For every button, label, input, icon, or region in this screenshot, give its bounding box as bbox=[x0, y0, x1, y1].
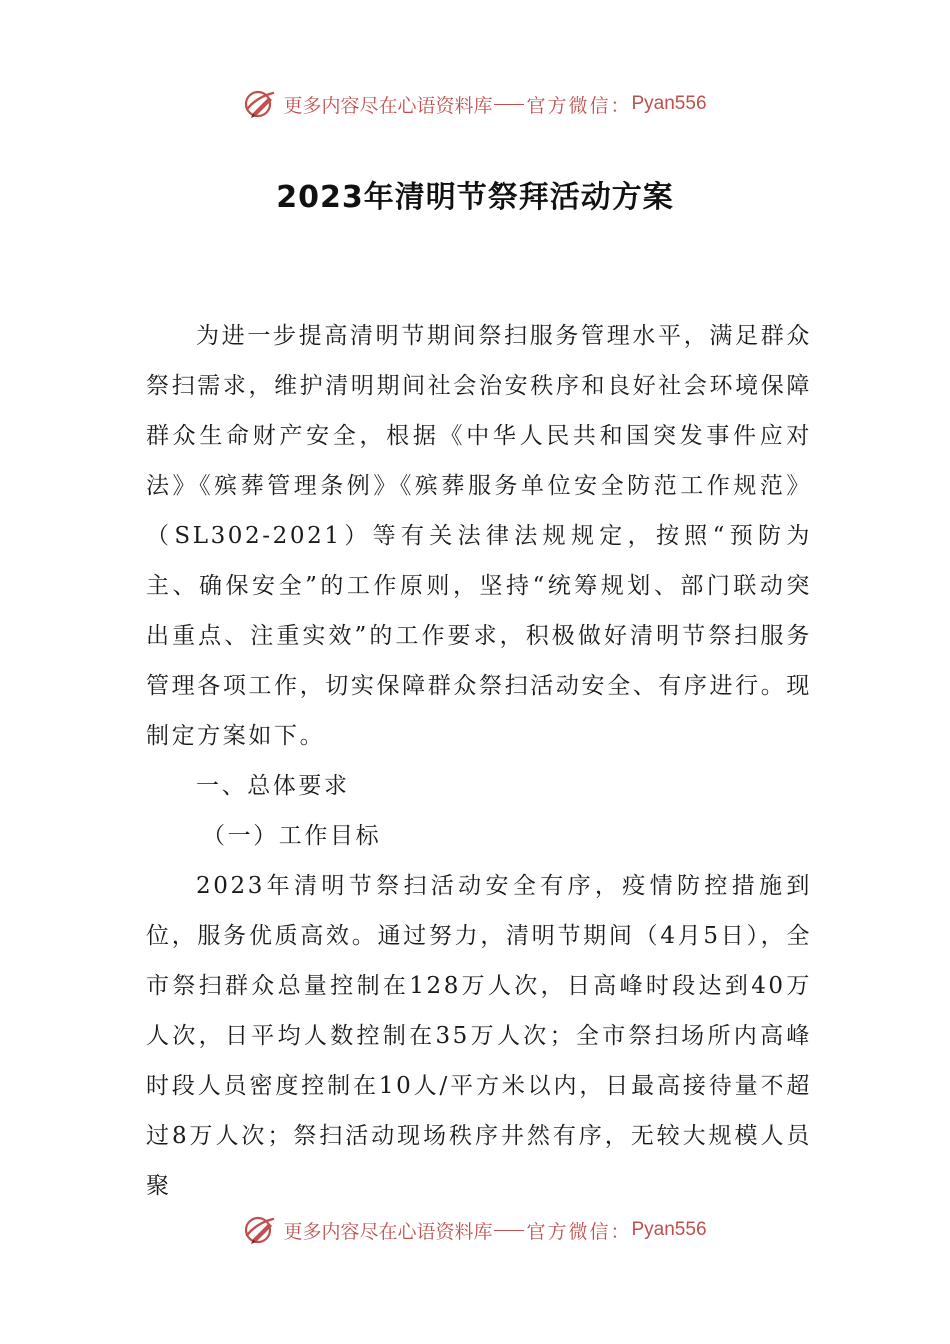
watermark-contact-label: 官方微信： bbox=[526, 1220, 632, 1243]
intro-paragraph: 为进一步提高清明节期间祭扫服务管理水平，满足群众祭扫需求，维护清明期间社会治安秩序和良好社会环境保障群众生命财产安全，根据《中华人民共和国突发事件应对法》《殡葬管理条例》《殡葬服务单位安全防范工作规范》（SL302-2021）等有关法律法规规定，按照“预防为主、确保安全”的工作原则，坚持“统筹规划、部门联动突出重点、注重实效”的工作要求，积极做好清明节祭扫服务管理各项工作，切实保障群众祭扫活动安全、有序进行。现制定方案如下。 bbox=[146, 323, 812, 749]
pen-logo-icon bbox=[243, 87, 277, 121]
section-heading: 一、总体要求 bbox=[196, 773, 350, 799]
goal-paragraph: 2023年清明节祭扫活动安全有序，疫情防控措施到位，服务优质高效。通过努力，清明节期间（4月5日），全市祭扫群众总量控制在128万人次，日高峰时段达到40万人次，日平均人数控制在35万人次；全市祭扫场所内高峰时段人员密度控制在10人/平方米以内，日最高接待量不超过8万人次；祭扫活动现场秩序井然有序，无较大规模人员聚 bbox=[146, 873, 812, 1199]
watermark-brand: 更多内容尽在心语资料库 bbox=[283, 94, 493, 117]
watermark-brand: 更多内容尽在心语资料库 bbox=[283, 1220, 493, 1243]
document-title: 2023年清明节祭拜活动方案 bbox=[276, 180, 674, 215]
watermark-contact-id: Pyan556 bbox=[631, 1219, 707, 1240]
document-body bbox=[146, 311, 812, 1211]
pen-logo-icon bbox=[243, 1213, 277, 1247]
watermark-separator bbox=[494, 104, 524, 105]
watermark-separator bbox=[494, 1230, 524, 1231]
subsection-heading: （一）工作目标 bbox=[202, 823, 382, 849]
header-watermark bbox=[0, 84, 950, 124]
watermark-contact-id: Pyan556 bbox=[631, 93, 707, 114]
footer-watermark bbox=[0, 1210, 950, 1250]
watermark-contact-label: 官方微信： bbox=[526, 94, 632, 117]
